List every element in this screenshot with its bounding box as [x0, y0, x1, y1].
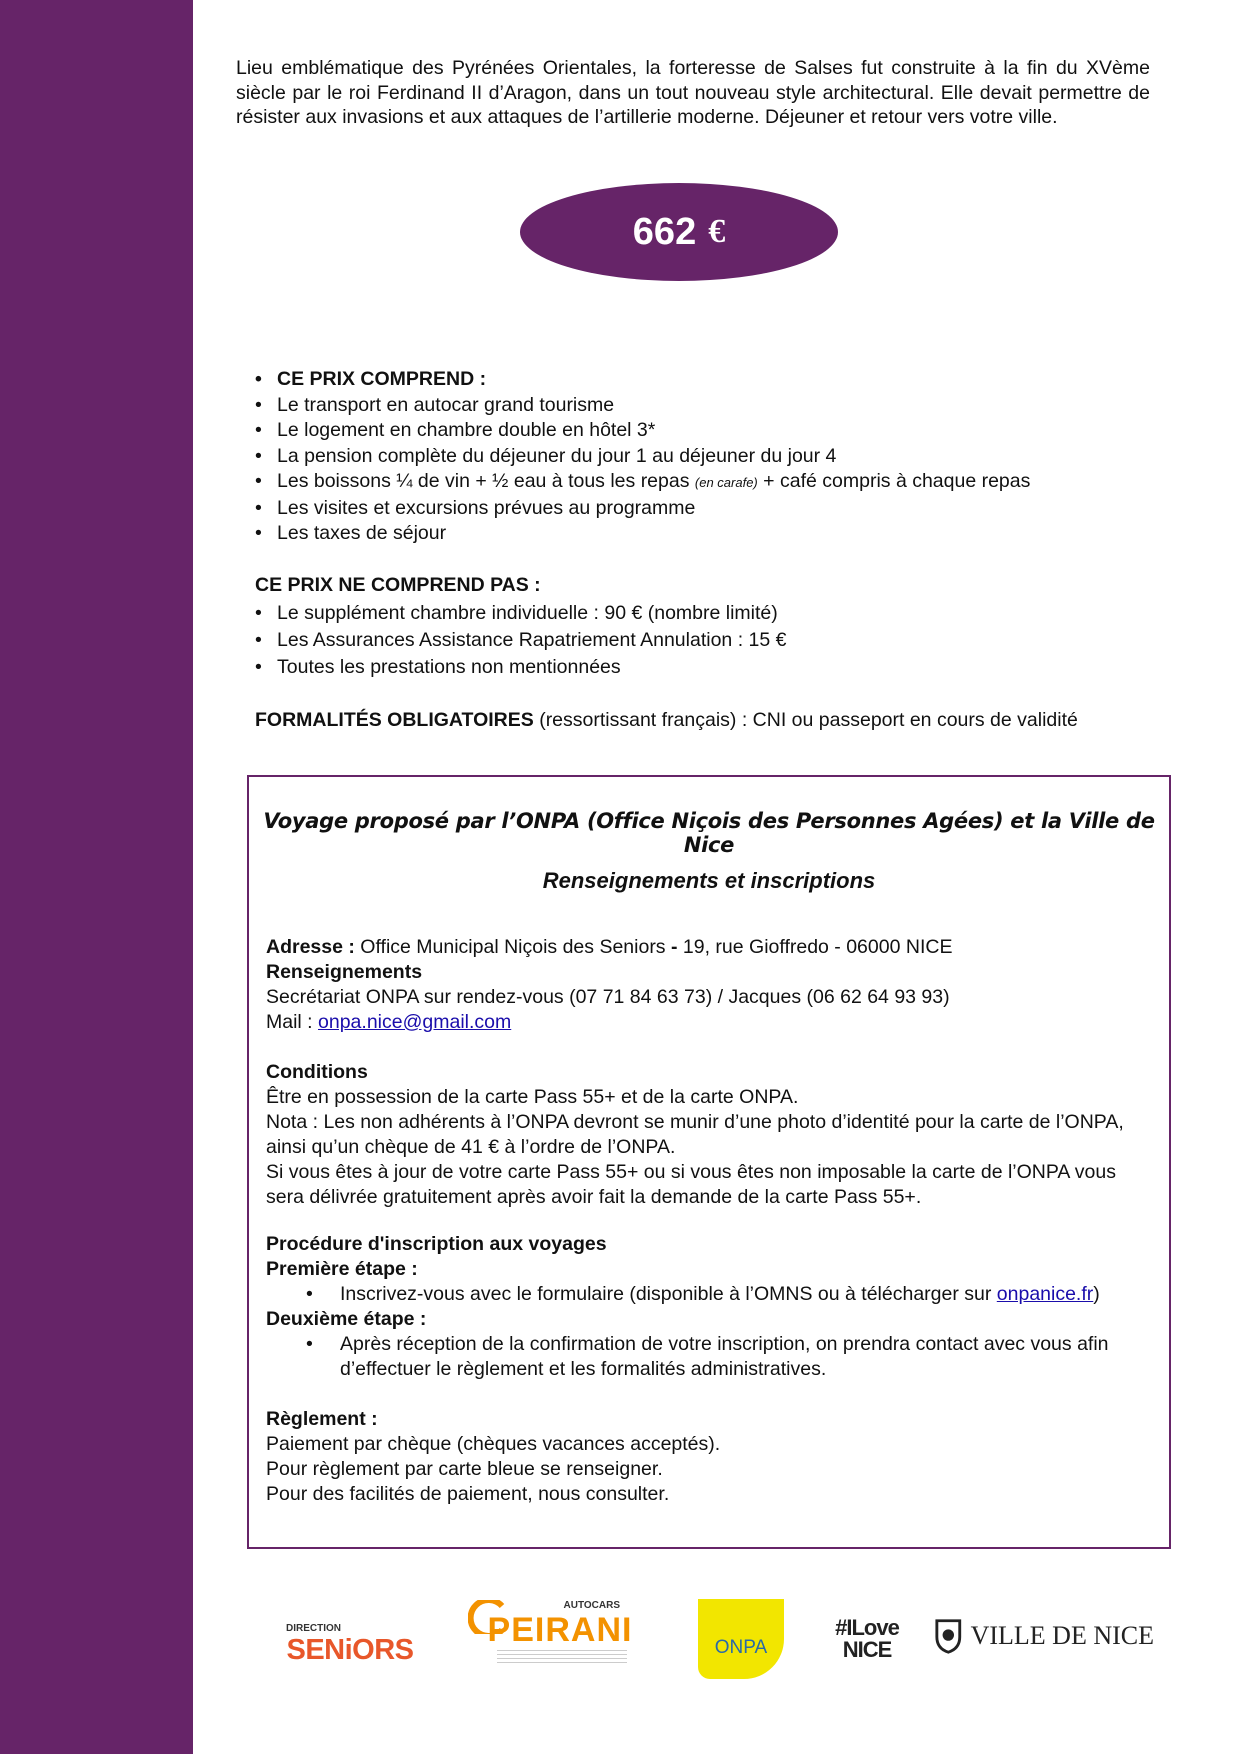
seniors-logo-top: DIRECTION	[286, 1623, 341, 1634]
item-note: (en carafe)	[694, 475, 758, 490]
onpa-logo-text: ONPA	[714, 1637, 768, 1658]
list-item: • La pension complète du déjeuner du jour 1 au déjeuner du jour 4	[255, 444, 1030, 470]
intro-paragraph	[236, 56, 1150, 130]
mail-line	[266, 1010, 1156, 1035]
includes-list	[255, 367, 1030, 547]
peirani-logo	[466, 1600, 636, 1664]
condition-text: Être en possession de la carte Pass 55+ et de la carte ONPA.	[266, 1086, 799, 1108]
list-item: • Le supplément chambre individuelle : 90 € (nombre limité)	[255, 600, 786, 627]
ilove-logo-bottom: NICE	[842, 1637, 892, 1662]
step1-text-end: )	[1093, 1283, 1100, 1305]
formalities-text: (ressortissant français) : CNI ou passeport en cours de validité	[533, 709, 1078, 731]
ville-de-nice-logo	[934, 1617, 1154, 1655]
payment-text: Pour règlement par carte bleue se renseigner.	[266, 1458, 663, 1480]
address-text: Office Municipal Niçois des Seniors	[354, 936, 671, 958]
step1-label: Première étape :	[266, 1258, 418, 1280]
condition-text: Nota : Les non adhérents à l’ONPA devront se munir d’une photo d’identité pour la carte de l’ONPA, ainsi qu’un chèque de 41 € à l’ordre de l’ONPA.	[266, 1111, 1124, 1158]
list-item: • Le transport en autocar grand tourisme	[255, 393, 1030, 419]
peirani-logo-small: AUTOCARS	[563, 1600, 620, 1611]
address-label: Adresse :	[266, 936, 355, 958]
peirani-fineprint	[497, 1650, 627, 1664]
mail-link[interactable]: onpa.nice@gmail.com	[318, 1011, 512, 1033]
payment-title: Règlement :	[266, 1408, 378, 1430]
list-item	[255, 469, 1030, 496]
seniors-logo-main: SENiORS	[286, 1634, 414, 1666]
payment-text: Paiement par chèque (chèques vacances acceptés).	[266, 1433, 721, 1455]
box-body	[266, 935, 1156, 1507]
peirani-swoosh-icon	[468, 1600, 508, 1634]
formalities-line	[255, 709, 1078, 732]
includes-title: • CE PRIX COMPREND :	[255, 367, 1030, 393]
info-label: Renseignements	[266, 961, 423, 983]
nice-crest-icon	[934, 1617, 963, 1655]
formalities-label: FORMALITÉS OBLIGATOIRES	[255, 709, 534, 731]
mail-label: Mail :	[266, 1011, 319, 1033]
partner-logos	[0, 1595, 1240, 1695]
intro-text: Lieu emblématique des Pyrénées Orientales, la forteresse de Salses fut construite à la fin du XVème siècle par le roi Ferdinand II d’Aragon, dans un tout nouveau style architectural. Elle devait permettre de résister aux invasions et aux attaques de l’artillerie moderne. Déjeuner et retour vers votre ville.	[236, 57, 1150, 128]
item-text: + café compris à chaque repas	[757, 470, 1031, 492]
list-item: • Toutes les prestations non mentionnées	[255, 654, 786, 681]
list-item: • Le logement en chambre double en hôtel 3*	[255, 418, 1030, 444]
step2-item: • Après réception de la confirmation de votre inscription, on prendra contact avec vous afin d’effectuer le règlement et les formalités administratives.	[266, 1332, 1156, 1382]
info-text: Secrétariat ONPA sur rendez-vous (07 71 84 63 73) / Jacques (06 62 64 93 93)	[266, 986, 950, 1008]
website-link[interactable]: onpanice.fr	[996, 1283, 1094, 1305]
step1-item	[266, 1282, 1156, 1307]
box-subtitle: Renseignements et inscriptions	[542, 868, 876, 893]
item-text: Les boissons ¼ de vin + ½ eau à tous les repas	[277, 470, 695, 492]
step1-text: Inscrivez-vous avec le formulaire (disponible à l’OMNS ou à télécharger sur	[340, 1283, 997, 1305]
conditions-title: Conditions	[266, 1061, 368, 1083]
price-amount: 662	[632, 210, 697, 253]
procedure-title: Procédure d'inscription aux voyages	[266, 1233, 607, 1255]
box-title: Voyage proposé par l’ONPA (Office Niçois des Personnes Agées) et la Ville de Nice	[263, 809, 1155, 857]
info-box	[247, 775, 1171, 1549]
ilove-logo-top: #ILove	[835, 1615, 899, 1640]
price-currency: €	[708, 213, 726, 250]
seniors-logo	[280, 1623, 420, 1667]
peirani-logo-main: PEIRANI	[487, 1611, 633, 1649]
purple-sidebar	[0, 0, 193, 1754]
ilovenice-logo	[826, 1617, 908, 1661]
list-item: • Les Assurances Assistance Rapatriement Annulation : 15 €	[255, 627, 786, 654]
onpa-logo	[698, 1599, 784, 1679]
list-item: • Les visites et excursions prévues au programme	[255, 496, 1030, 522]
list-item: • Les taxes de séjour	[255, 521, 1030, 547]
price-badge	[520, 183, 838, 281]
address-text: 19, rue Gioffredo - 06000 NICE	[677, 936, 953, 958]
payment-text: Pour des facilités de paiement, nous consulter.	[266, 1483, 670, 1505]
excludes-title: CE PRIX NE COMPREND PAS :	[255, 574, 541, 596]
excludes-list	[255, 600, 786, 681]
ville-logo-text: VILLE DE NICE	[970, 1621, 1154, 1650]
step2-label: Deuxième étape :	[266, 1308, 427, 1330]
address-dash: -	[670, 936, 678, 958]
condition-text: Si vous êtes à jour de votre carte Pass 55+ ou si vous êtes non imposable la carte de l’ONPA vous sera délivrée gratuitement après avoir fait la demande de la carte Pass 55+.	[266, 1161, 1116, 1208]
address-line	[266, 935, 1156, 960]
